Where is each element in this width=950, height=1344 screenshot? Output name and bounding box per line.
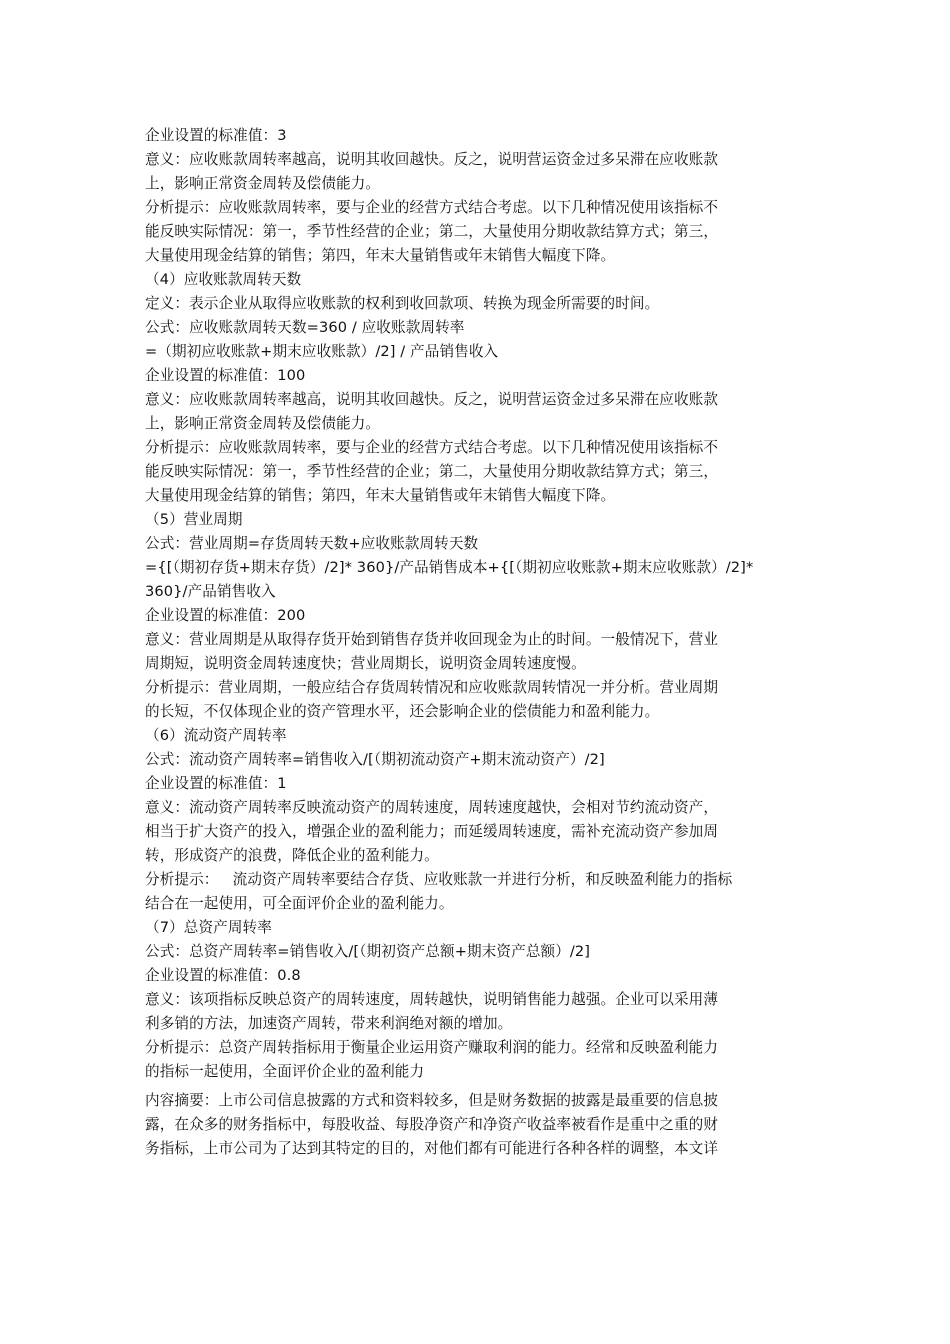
abstract-line: 内容摘要：上市公司信息披露的方式和资料较多，但是财务数据的披露是最重要的信息披 [145,1092,719,1109]
formula-line: 360}/产品销售收入 [145,583,276,600]
text-line: 意义：应收账款周转率越高，说明其收回越快。反之，说明营运资金过多呆滞在应收账款 [145,391,719,408]
text-line: 能反映实际情况：第一，季节性经营的企业；第二，大量使用分期收款结算方式；第三， [145,463,719,480]
text-line: 意义：营业周期是从取得存货开始到销售存货并收回现金为止的时间。一般情况下，营业 [145,631,719,648]
abstract-line: 务指标，上市公司为了达到其特定的目的，对他们都有可能进行各种各样的调整，本文详 [145,1140,719,1157]
formula-line: 公式：应收账款周转天数=360 / 应收账款周转率 [145,319,465,336]
text-line: 分析提示：应收账款周转率，要与企业的经营方式结合考虑。以下几种情况使用该指标不 [145,199,719,216]
formula-line: ={[（期初存货+期末存货）/2]* 360}/产品销售成本+{[（期初应收账款+期末应收账款）/2]* [145,559,754,576]
text-line: 定义：表示企业从取得应收账款的权利到收回款项、转换为现金所需要的时间。 [145,295,660,312]
text-line: 大量使用现金结算的销售；第四，年末大量销售或年末销售大幅度下降。 [145,247,616,264]
section-heading: （6）流动资产周转率 [145,727,287,744]
text-line: 企业设置的标准值：100 [145,367,306,384]
text-line: 转，形成资产的浪费，降低企业的盈利能力。 [145,847,439,864]
text-line: 分析提示：应收账款周转率，要与企业的经营方式结合考虑。以下几种情况使用该指标不 [145,439,719,456]
formula-line: 公式：流动资产周转率=销售收入/[（期初流动资产+期末流动资产）/2] [145,751,605,768]
text-line: 的指标一起使用，全面评价企业的盈利能力 [145,1063,425,1080]
text-line: 企业设置的标准值：0.8 [145,967,301,984]
text-line: 企业设置的标准值：200 [145,607,306,624]
text-line: 意义：流动资产周转率反映流动资产的周转速度，周转速度越快，会相对节约流动资产， [145,799,719,816]
text-line: 企业设置的标准值：1 [145,775,287,792]
formula-line: 公式：营业周期=存货周转天数+应收账款周转天数 [145,535,479,552]
formula-line: =（期初应收账款+期末应收账款）/2] / 产品销售收入 [145,343,499,360]
section-heading: （7）总资产周转率 [145,919,272,936]
abstract-line: 露，在众多的财务指标中，每股收益、每股净资产和净资产收益率被看作是重中之重的财 [145,1116,719,1133]
text-line: 大量使用现金结算的销售；第四，年末大量销售或年末销售大幅度下降。 [145,487,616,504]
text-line: 的长短，不仅体现企业的资产管理水平，还会影响企业的偿债能力和盈利能力。 [145,703,660,720]
text-line: 分析提示：营业周期，一般应结合存货周转情况和应收账款周转情况一并分析。营业周期 [145,679,719,696]
text-line: 企业设置的标准值：3 [145,127,287,144]
section-heading: （4）应收账款周转天数 [145,271,302,288]
text-line: 结合在一起使用，可全面评价企业的盈利能力。 [145,895,454,912]
formula-line: 公式：总资产周转率=销售收入/[（期初资产总额+期末资产总额）/2] [145,943,591,960]
text-line: 相当于扩大资产的投入，增强企业的盈利能力；而延缓周转速度，需补充流动资产参加周 [145,823,719,840]
text-line: 上，影响正常资金周转及偿债能力。 [145,415,381,432]
section-heading: （5）营业周期 [145,511,243,528]
text-line: 上，影响正常资金周转及偿债能力。 [145,175,381,192]
text-line: 分析提示：总资产周转指标用于衡量企业运用资产赚取利润的能力。经常和反映盈利能力 [145,1039,719,1056]
text-line: 周期短，说明资金周转速度快；营业周期长，说明资金周转速度慢。 [145,655,586,672]
text-line: 能反映实际情况：第一，季节性经营的企业；第二，大量使用分期收款结算方式；第三， [145,223,719,240]
text-line: 分析提示： 流动资产周转率要结合存货、应收账款一并进行分析，和反映盈利能力的指标 [145,871,733,888]
text-line: 利多销的方法，加速资产周转，带来利润绝对额的增加。 [145,1015,513,1032]
document-body [145,124,809,1161]
text-line: 意义：应收账款周转率越高，说明其收回越快。反之，说明营运资金过多呆滞在应收账款 [145,151,719,168]
text-line: 意义：该项指标反映总资产的周转速度，周转越快，说明销售能力越强。企业可以采用薄 [145,991,719,1008]
